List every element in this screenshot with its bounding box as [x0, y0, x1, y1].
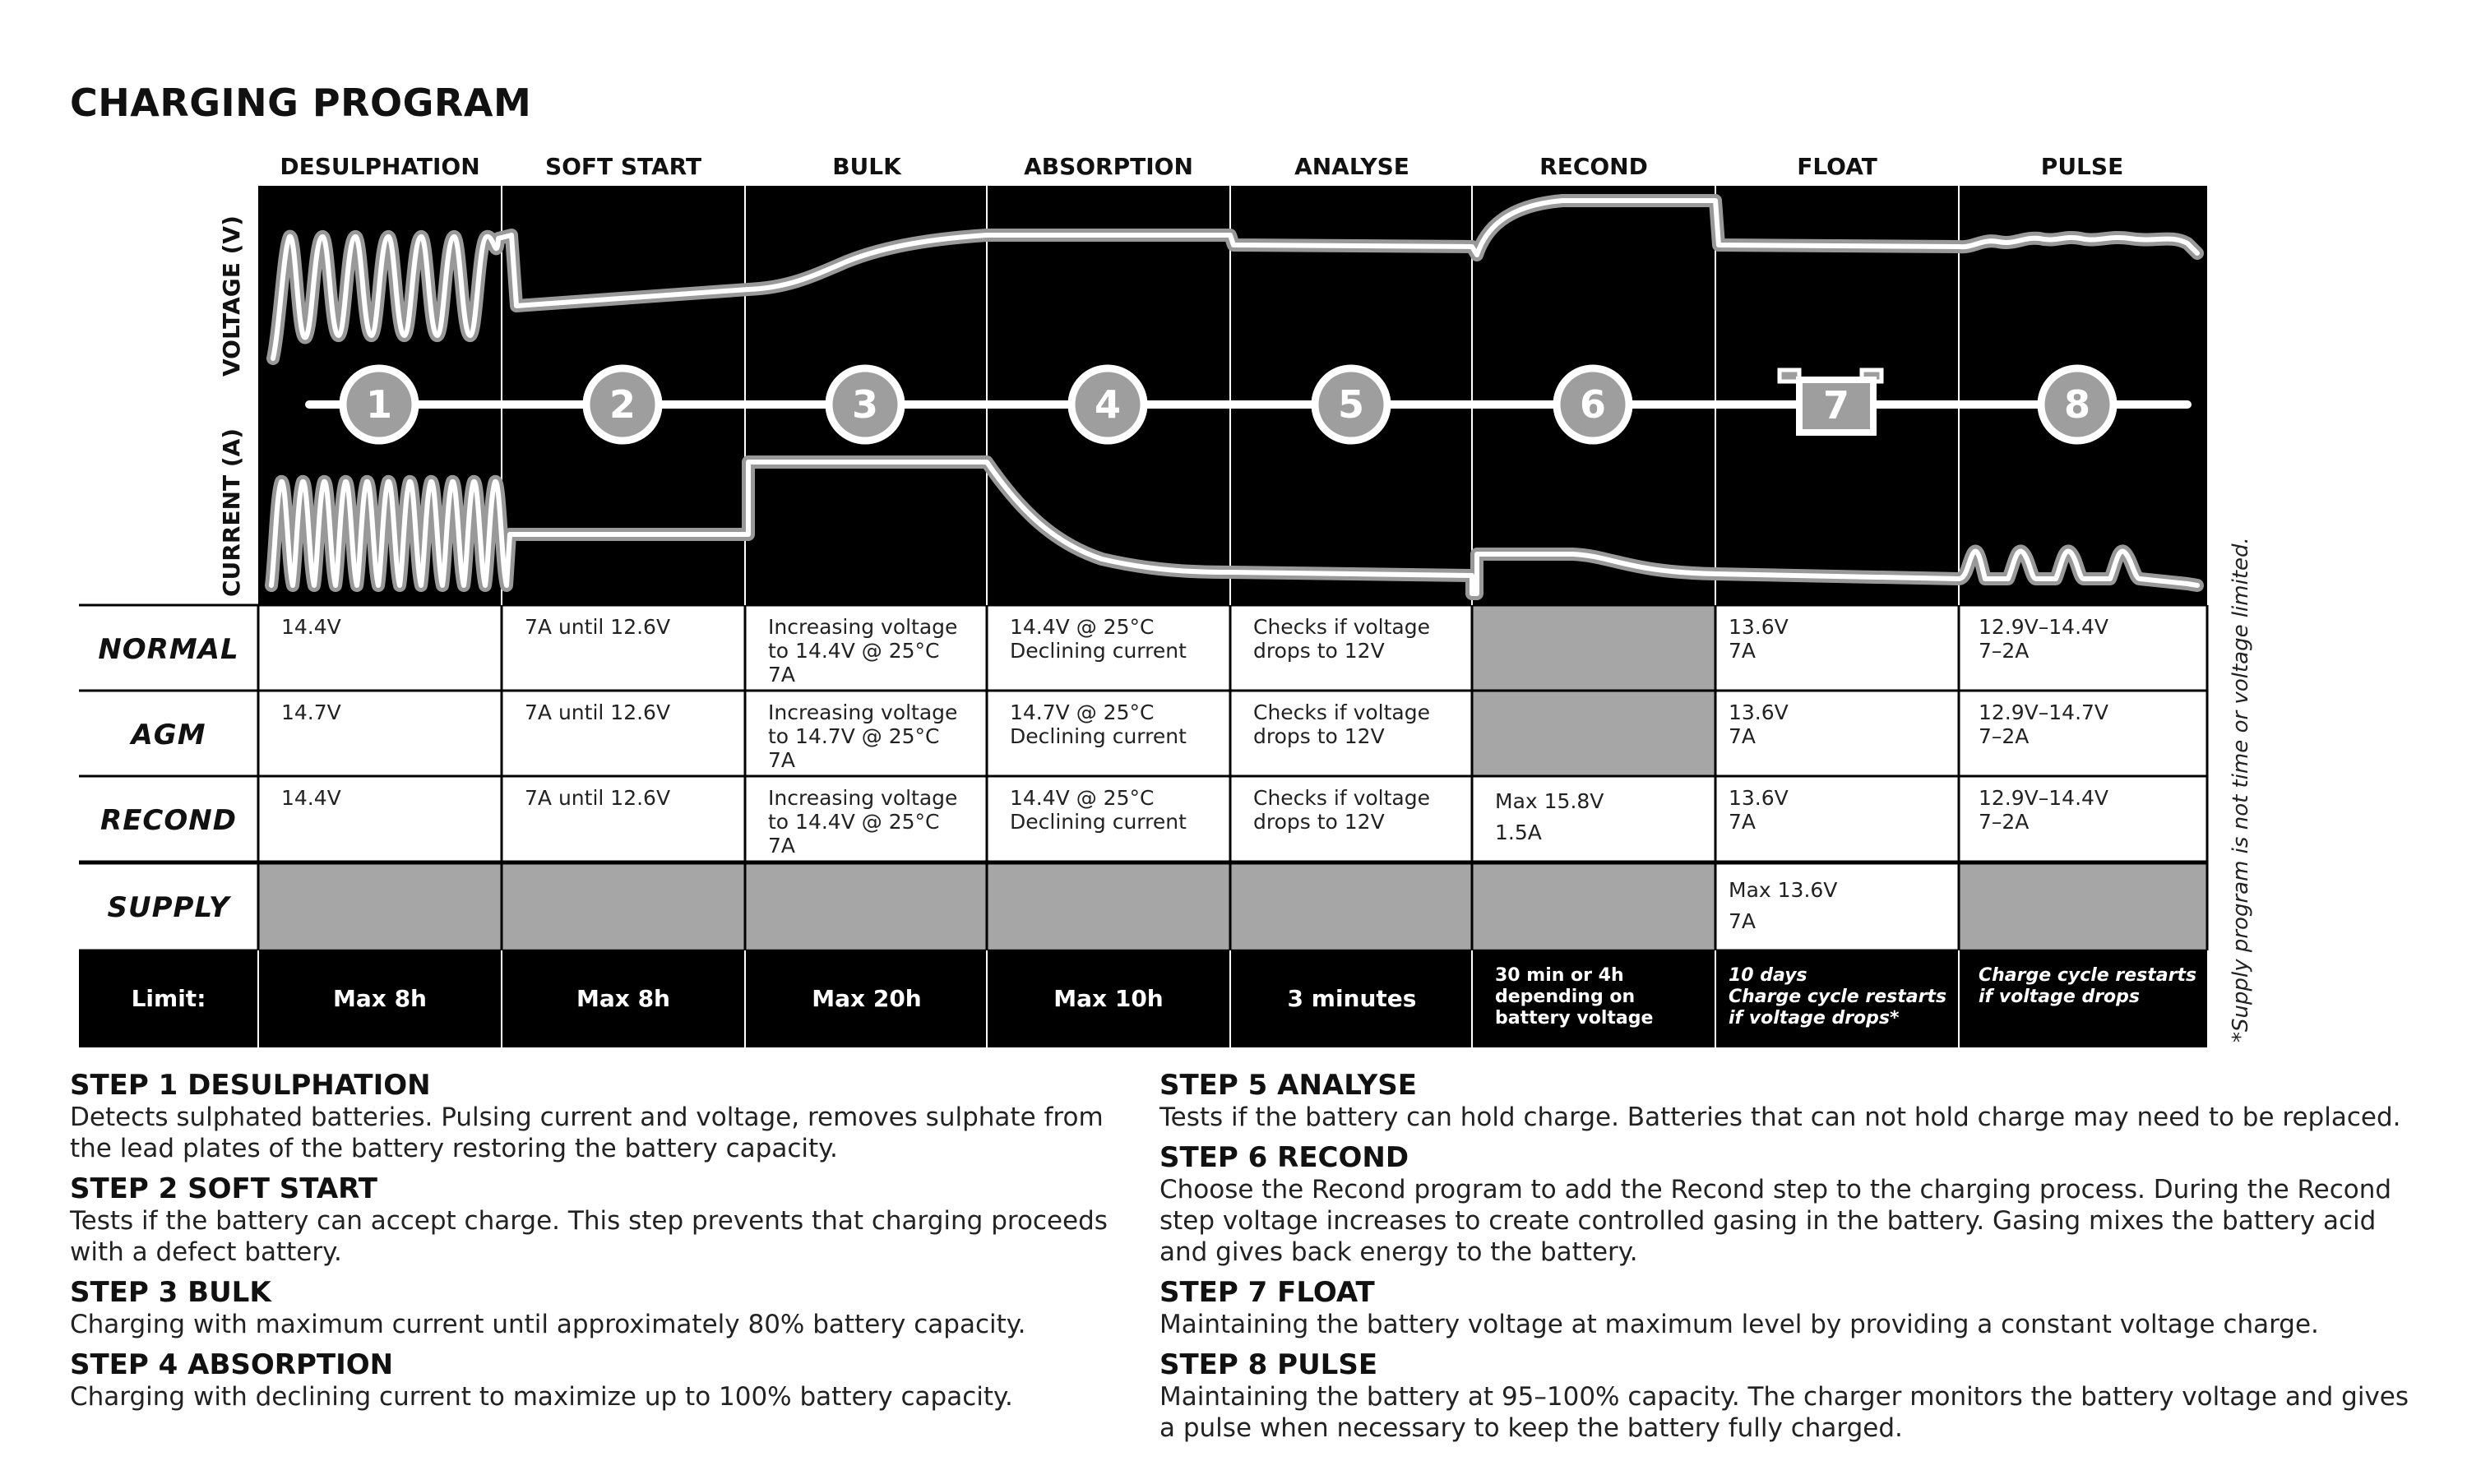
table-cell: 7A until 12.6V [525, 700, 671, 724]
step-marker-label: 7 [1822, 383, 1850, 428]
table-cell: 12.9V–14.4V 7–2A [1979, 786, 2109, 834]
step-marker-6 [1557, 368, 1629, 441]
page-title: CHARGING PROGRAM [70, 81, 532, 125]
voltage-axis-label: VOLTAGE (V) [218, 215, 245, 377]
table-cell: Increasing voltage to 14.7V @ 25°C 7A [768, 700, 958, 772]
column-header-pulse: PULSE [2040, 153, 2124, 180]
step-title: STEP 8 PULSE [1159, 1348, 1378, 1381]
step-title: STEP 7 FLOAT [1159, 1276, 1375, 1309]
step-text: Tests if the battery can hold charge. Batteries that can not hold charge may need to be replaced. [1159, 1103, 2401, 1132]
step-marker-1 [343, 368, 415, 441]
table-cell: 14.4V @ 25°C Declining current [1010, 615, 1187, 663]
step-description-7 [1159, 1276, 2409, 1340]
limit-value: 10 days Charge cycle restarts if voltage drops* [1729, 965, 1947, 1029]
table-cell: 14.4V @ 25°C Declining current [1010, 786, 1187, 834]
step-text: Maintaining the battery at 95–100% capacity. The charger monitors the battery voltage and gives a pulse when necessary to keep the battery fully charged. [1159, 1382, 2409, 1443]
step-text: Charging with declining current to maximize up to 100% battery capacity. [70, 1382, 1013, 1412]
step-marker-label: 2 [609, 382, 636, 427]
row-header-recond: RECOND [100, 804, 237, 837]
step-marker-label: 5 [1337, 382, 1365, 427]
step-title: STEP 1 DESULPHATION [70, 1069, 431, 1102]
table-cell: Increasing voltage to 14.4V @ 25°C 7A [768, 786, 958, 858]
table-cell: 12.9V–14.7V 7–2A [1979, 700, 2109, 748]
row-header-normal: NORMAL [98, 633, 239, 666]
table-cell: 7A until 12.6V [525, 615, 671, 639]
row-header-agm: AGM [131, 719, 206, 751]
column-header-soft-start: SOFT START [544, 153, 702, 180]
limit-value: 3 minutes [1287, 985, 1417, 1012]
table-cell: Checks if voltage drops to 12V [1253, 615, 1430, 663]
limit-label: Limit: [131, 985, 206, 1012]
step-marker-label: 6 [1579, 382, 1607, 427]
table-cell: 13.6V 7A [1729, 700, 1789, 748]
step-marker-5 [1315, 368, 1387, 441]
step-descriptions-right [1159, 1069, 2409, 1452]
table-cell: 14.4V [281, 615, 341, 639]
step-marker-label: 4 [1094, 382, 1122, 427]
step-marker-3 [829, 368, 901, 441]
step-description-3 [70, 1276, 1139, 1340]
step-descriptions-left [70, 1069, 1139, 1421]
table-cell: 13.6V 7A [1729, 786, 1789, 834]
step-title: STEP 6 RECOND [1159, 1141, 1409, 1174]
column-header-analyse: ANALYSE [1294, 153, 1409, 180]
step-text: Detects sulphated batteries. Pulsing current and voltage, removes sulphate from the lead plates of the battery restoring the battery capacity. [70, 1103, 1104, 1163]
column-header-bulk: BULK [832, 153, 901, 180]
column-header-float: FLOAT [1797, 153, 1877, 180]
step-marker-4 [1072, 368, 1144, 441]
grey-cell-supply-pulse [1959, 863, 2207, 949]
step-title: STEP 3 BULK [70, 1276, 271, 1309]
table-cell: Max 13.6V 7A [1729, 878, 1838, 933]
step-marker-label: 8 [2063, 382, 2091, 427]
limit-value: 30 min or 4h depending on battery voltage [1495, 965, 1654, 1029]
row-header-supply: SUPPLY [107, 891, 230, 924]
table-cell: 12.9V–14.4V 7–2A [1979, 615, 2109, 663]
limit-value: Max 8h [576, 985, 670, 1012]
current-axis-label: CURRENT (A) [218, 428, 245, 597]
step-title: STEP 5 ANALYSE [1159, 1069, 1417, 1102]
table-cell: 14.4V [281, 786, 341, 810]
step-title: STEP 4 ABSORPTION [70, 1348, 394, 1381]
step-description-8 [1159, 1348, 2409, 1444]
step-description-5 [1159, 1069, 2409, 1133]
column-header-desulphation: DESULPHATION [280, 153, 480, 180]
table-cell: Checks if voltage drops to 12V [1253, 700, 1430, 748]
step-text: Tests if the battery can accept charge. This step prevents that charging proceeds with a defect battery. [70, 1206, 1108, 1267]
table-cell: 14.7V @ 25°C Declining current [1010, 700, 1187, 748]
table-cell: 7A until 12.6V [525, 786, 671, 810]
supply-footnote: *Supply program is not time or voltage limited. [2229, 537, 2253, 1042]
table-cell: Increasing voltage to 14.4V @ 25°C 7A [768, 615, 958, 687]
step-title: STEP 2 SOFT START [70, 1172, 377, 1205]
step-description-6 [1159, 1141, 2409, 1268]
step-marker-label: 1 [365, 382, 393, 427]
limit-value: Charge cycle restarts if voltage drops [1979, 965, 2197, 1007]
step-description-4 [70, 1348, 1139, 1412]
column-header-absorption: ABSORPTION [1024, 153, 1193, 180]
step-description-2 [70, 1172, 1139, 1268]
step-description-1 [70, 1069, 1139, 1164]
table-cell: 13.6V 7A [1729, 615, 1789, 663]
step-marker-2 [586, 368, 659, 441]
table-cell: Max 15.8V 1.5A [1495, 789, 1604, 844]
step-marker-8 [2041, 368, 2113, 441]
limit-value: Max 10h [1053, 985, 1164, 1012]
table-cell: 14.7V [281, 700, 341, 724]
step-marker-label: 3 [851, 382, 879, 427]
column-header-recond: RECOND [1539, 153, 1648, 180]
step-text: Choose the Recond program to add the Recond step to the charging process. During the Recond step voltage increases to create controlled gasing in the battery. Gasing mixes the battery acid and gives back energy to the battery. [1159, 1175, 2392, 1267]
limit-value: Max 20h [812, 985, 922, 1012]
table-cell: Checks if voltage drops to 12V [1253, 786, 1430, 834]
step-text: Charging with maximum current until approximately 80% battery capacity. [70, 1310, 1026, 1339]
step-text: Maintaining the battery voltage at maximum level by providing a constant voltage charge. [1159, 1310, 2319, 1339]
limit-value: Max 8h [333, 985, 427, 1012]
